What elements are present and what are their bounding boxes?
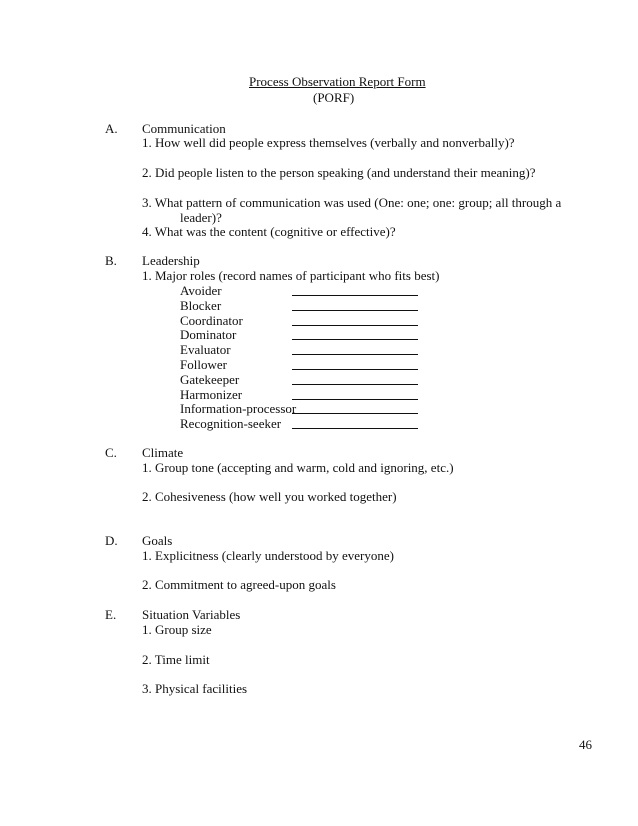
question-item: 1. How well did people express themselves (verbally and nonverbally)? <box>142 135 515 150</box>
question-item: 2. Cohesiveness (how well you worked together) <box>142 489 397 504</box>
section-heading-goals: Goals <box>142 533 173 548</box>
role-label-follower: Follower <box>180 357 227 372</box>
question-item: 1. Group tone (accepting and warm, cold and ignoring, etc.) <box>142 460 454 475</box>
role-answer-line-harmonizer[interactable] <box>292 399 418 400</box>
role-answer-line-evaluator[interactable] <box>292 354 418 355</box>
role-answer-line-gatekeeper[interactable] <box>292 384 418 385</box>
question-item: 1. Group size <box>142 622 212 637</box>
section-letter-b: B. <box>105 253 117 268</box>
role-answer-line-blocker[interactable] <box>292 310 418 311</box>
section-letter-d: D. <box>105 533 118 548</box>
role-answer-line-follower[interactable] <box>292 369 418 370</box>
page-number: 46 <box>579 737 592 752</box>
role-answer-line-dominator[interactable] <box>292 339 418 340</box>
role-answer-line-information-processor[interactable] <box>292 413 418 414</box>
role-answer-line-avoider[interactable] <box>292 295 418 296</box>
role-label-gatekeeper: Gatekeeper <box>180 372 240 387</box>
section-heading-situation-variables: Situation Variables <box>142 607 241 622</box>
question-item: 1. Major roles (record names of participant who fits best) <box>142 268 440 283</box>
section-letter-a: A. <box>105 121 118 136</box>
role-label-harmonizer: Harmonizer <box>180 387 243 402</box>
role-label-evaluator: Evaluator <box>180 342 231 357</box>
section-heading-communication: Communication <box>142 121 226 136</box>
form-subtitle: (PORF) <box>313 90 355 105</box>
section-letter-e: E. <box>105 607 117 622</box>
question-item: 3. What pattern of communication was used (One: one; one: group; all through a <box>142 195 562 210</box>
role-label-information-processor: Information-processor <box>180 401 297 416</box>
role-label-blocker: Blocker <box>180 298 222 313</box>
role-label-avoider: Avoider <box>180 283 222 298</box>
role-label-dominator: Dominator <box>180 327 237 342</box>
question-item: 3. Physical facilities <box>142 681 248 696</box>
form-title: Process Observation Report Form <box>249 74 426 89</box>
question-item: 2. Did people listen to the person speaking (and understand their meaning)? <box>142 165 536 180</box>
question-item: 2. Commitment to agreed-upon goals <box>142 577 336 592</box>
role-label-coordinator: Coordinator <box>180 313 243 328</box>
question-item: 1. Explicitness (clearly understood by everyone) <box>142 548 394 563</box>
question-item: 4. What was the content (cognitive or effective)? <box>142 224 396 239</box>
role-answer-line-coordinator[interactable] <box>292 325 418 326</box>
section-letter-c: C. <box>105 445 117 460</box>
role-answer-line-recognition-seeker[interactable] <box>292 428 418 429</box>
role-label-recognition-seeker: Recognition-seeker <box>180 416 282 431</box>
section-heading-climate: Climate <box>142 445 184 460</box>
question-item-continuation: leader)? <box>180 210 222 225</box>
section-heading-leadership: Leadership <box>142 253 200 268</box>
question-item: 2. Time limit <box>142 652 210 667</box>
